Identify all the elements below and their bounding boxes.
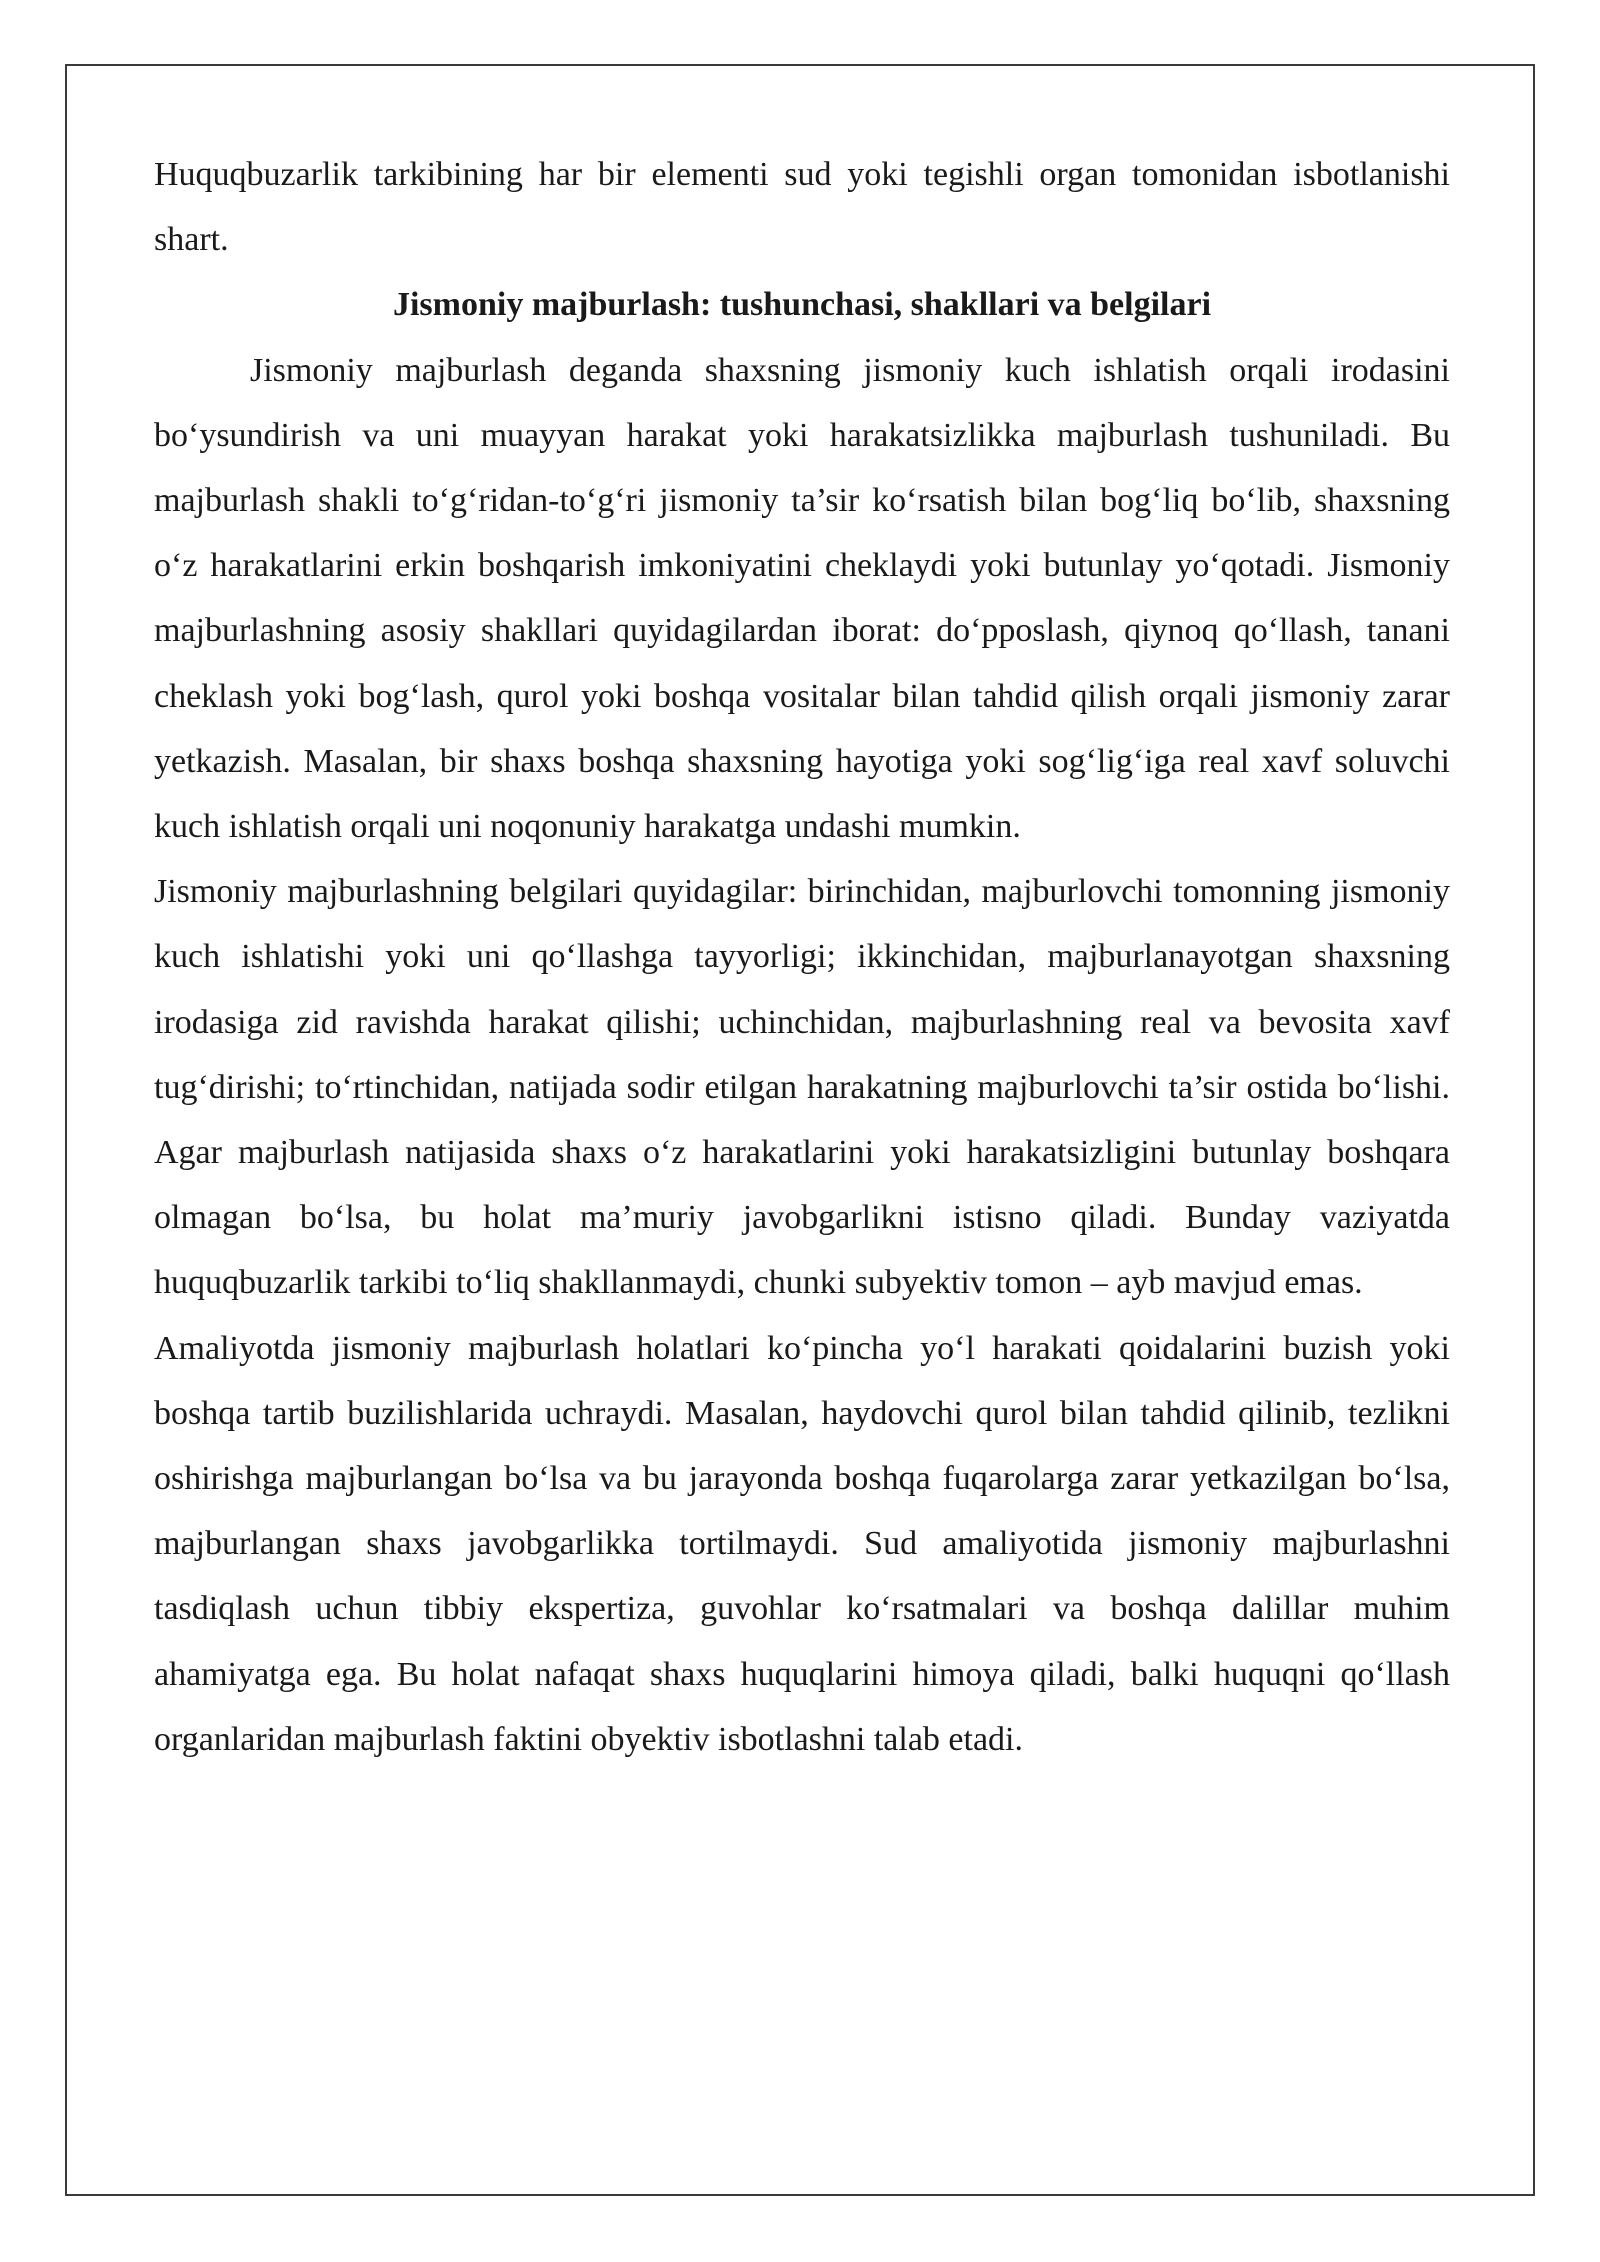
paragraph-practice: Amaliyotda jismoniy majburlash holatlari ko‘pincha yo‘l harakati qoidalarini buzish yoki boshqa tartib buzilishlarida uchraydi. Masalan, haydovchi qurol bilan tahdid qilinib, tezlikni oshirishga majburlangan bo‘lsa va bu jarayonda boshqa fuqarolarga zarar yetkazilgan bo‘lsa, majburlangan shaxs javobgarlikka tortilmaydi. Sud amaliyotida jismoniy majburlashni tasdiqlash uchun tibbiy ekspertiza, guvohlar ko‘rsatmalari va boshqa dalillar muhim ahamiyatga ega. Bu holat nafaqat shaxs huquqlarini himoya qiladi, balki huquqni qo‘llash organlaridan majburlash faktini obyektiv isbotlashni talab etadi. [154, 1329, 1450, 1758]
paragraph-definition: Jismoniy majburlash deganda shaxsning jismoniy kuch ishlatish orqali irodasini bo‘ysundirish va uni muayyan harakat yoki harakatsizlikka majburlash tushuniladi. Bu majburlash shakli to‘g‘ridan-to‘g‘ri jismoniy ta’sir ko‘rsatish bilan bog‘liq bo‘lib, shaxsning o‘z harakatlarini erkin boshqarish imkoniyatini cheklaydi yoki butunlay yo‘qotadi. Jismoniy majburlashning asosiy shakllari quyidagilardan iborat: do‘pposlash, qiynoq qo‘llash, tanani cheklash yoki bog‘lash, qurol yoki boshqa vositalar bilan tahdid qilish orqali jismoniy zarar yetkazish. Masalan, bir shaxs boshqa shaxsning hayotiga yoki sog‘lig‘iga real xavf soluvchi kuch ishlatish orqali uni noqonuniy harakatga undashi mumkin. [154, 351, 1450, 846]
document-body [154, 142, 1450, 1772]
paragraph-signs: Jismoniy majburlashning belgilari quyidagilar: birinchidan, majburlovchi tomonning jismoniy kuch ishlatishi yoki uni qo‘llashga tayyorligi; ikkinchidan, majburlanayotgan shaxsning irodasiga zid ravishda harakat qilishi; uchinchidan, majburlashning real va bevosita xavf tug‘dirishi; to‘rtinchidan, natijada sodir etilgan harakatning majburlovchi ta’sir ostida bo‘lishi. Agar majburlash natijasida shaxs o‘z harakatlarini yoki harakatsizligini butunlay boshqara olmagan bo‘lsa, bu holat ma’muriy javobgarlikni istisno qiladi. Bunday vaziyatda huquqbuzarlik tarkibi to‘liq shakllanmaydi, chunki subyektiv tomon – ayb mavjud emas. [154, 873, 1450, 1302]
section-heading: Jismoniy majburlash: tushunchasi, shakllari va belgilari [392, 286, 1212, 324]
paragraph-intro: Huquqbuzarlik tarkibining har bir elementi sud yoki tegishli organ tomonidan isbotlanishi shart. [154, 156, 1450, 259]
